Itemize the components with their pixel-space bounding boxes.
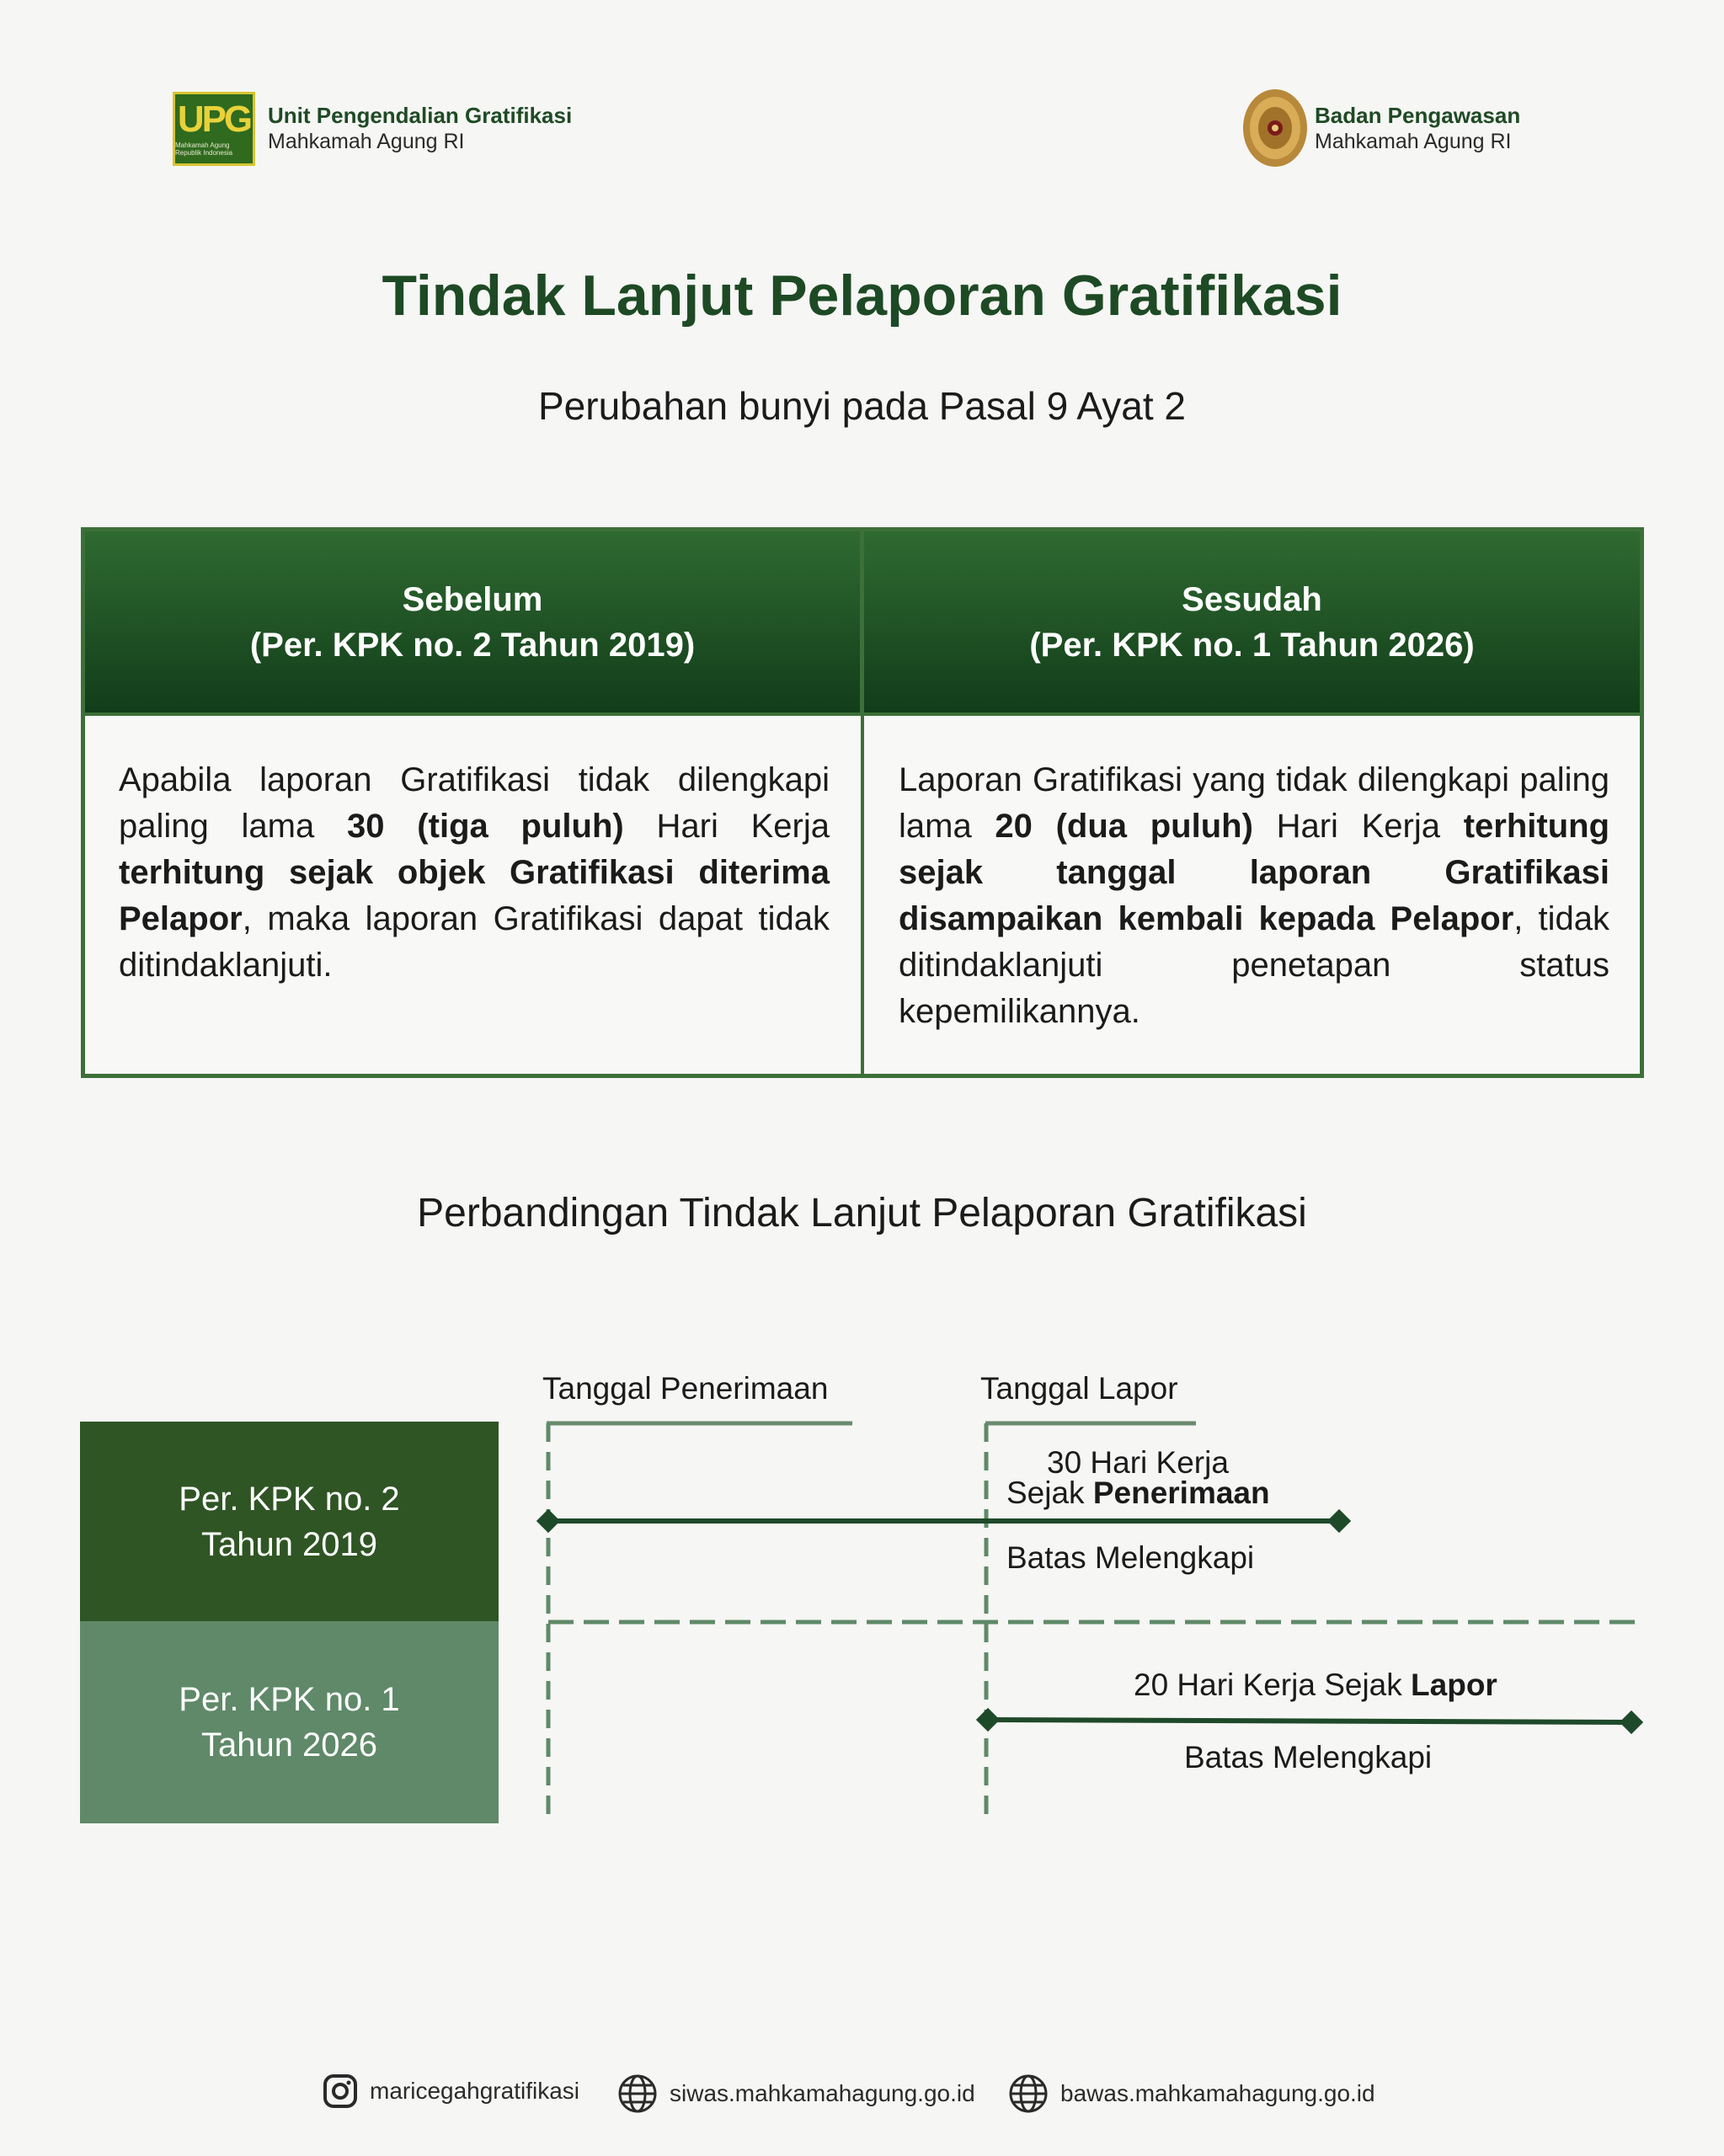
footer-site1[interactable]	[617, 2073, 975, 2114]
after-text-3: , tidak ditindaklanjuti penetapan status kepemilikannya.	[899, 900, 1610, 1030]
site1-url: siwas.mahkamahagung.go.id	[670, 2080, 975, 2106]
site2-url: bawas.mahkamahagung.go.id	[1060, 2080, 1375, 2106]
after-text-bold-2: terhitung sejak tanggal laporan Gratifikasi disampaikan kembali kepada Pelapor	[899, 808, 1610, 937]
before-text-1: Apabila laporan Gratifikasi tidak dilengkapi paling lama	[119, 761, 830, 845]
row-2019-start-marker	[536, 1509, 560, 1533]
after-header-title: Sesudah	[1182, 580, 1322, 618]
page-subtitle: Perubahan bunyi pada Pasal 9 Ayat 2	[538, 384, 1186, 428]
before-text-2: Hari Kerja	[623, 808, 830, 845]
before-text-3: , maka laporan Gratifikasi dapat tidak ditindaklanjuti.	[119, 900, 830, 984]
row-2019-note-bold: Penerimaan	[1092, 1476, 1270, 1510]
globe-icon	[617, 2073, 658, 2114]
col-report-label: Tanggal Lapor	[980, 1371, 1178, 1406]
row-2026-limit: Batas Melengkapi	[1184, 1740, 1433, 1774]
after-text-bold-1: 20 (dua puluh)	[995, 808, 1253, 845]
footer-instagram[interactable]	[323, 2073, 579, 2109]
row-2019-note-line2	[1006, 1476, 1270, 1511]
before-header-regulation: (Per. KPK no. 2 Tahun 2019)	[249, 626, 696, 664]
row-2026-span	[988, 1720, 1631, 1722]
row-2026-note-bold: Lapor	[1411, 1668, 1497, 1702]
before-text-bold-2: terhitung sejak objek Gratifikasi diterima Pelapor	[119, 854, 830, 937]
comparison-title: Perbandingan Tindak Lanjut Pelaporan Gratifikasi	[417, 1191, 1307, 1235]
col-receive-label: Tanggal Penerimaan	[542, 1371, 829, 1406]
row-2026-label-line1: Per. KPK no. 1	[179, 1681, 400, 1718]
row-2026-note-prefix: 20 Hari Kerja Sejak	[1134, 1668, 1412, 1702]
before-text-bold-1: 30 (tiga puluh)	[347, 808, 624, 845]
row-2026-end-marker	[1620, 1710, 1643, 1734]
row-2026-start-marker	[976, 1708, 1000, 1732]
row-2026-note	[1134, 1668, 1497, 1703]
after-text-2: Hari Kerja	[1252, 808, 1464, 845]
row-2019-label-line1: Per. KPK no. 2	[179, 1480, 400, 1518]
instagram-icon	[323, 2073, 358, 2109]
after-header-regulation: (Per. KPK no. 1 Tahun 2026)	[1029, 626, 1475, 664]
left-org-sub: Mahkamah Agung RI	[268, 130, 465, 154]
upg-logo-caption: Mahkamah Agung Republik Indonesia	[175, 141, 233, 157]
row-2019-note-line1: 30 Hari Kerja	[1047, 1445, 1229, 1480]
globe-icon	[1008, 2073, 1049, 2114]
footer-site2[interactable]	[1008, 2073, 1375, 2114]
row-2019-label-line2: Tahun 2019	[200, 1525, 378, 1563]
row-2019-limit: Batas Melengkapi	[1006, 1540, 1255, 1575]
after-text-1: Laporan Gratifikasi yang tidak dilengkapi paling lama	[899, 761, 1609, 845]
row-2019-end-marker	[1327, 1509, 1351, 1533]
left-org-name: Unit Pengendalian Gratifikasi	[268, 103, 573, 128]
upg-logo-mark: UPG	[177, 99, 251, 140]
instagram-handle: maricegahgratifikasi	[370, 2078, 579, 2104]
before-header-title: Sebelum	[402, 580, 543, 618]
row-2026-label-line2: Tahun 2026	[200, 1726, 378, 1764]
right-org-sub: Mahkamah Agung RI	[1315, 130, 1512, 154]
page-title: Tindak Lanjut Pelaporan Gratifikasi	[382, 264, 1342, 328]
right-org-name: Badan Pengawasan	[1315, 103, 1521, 128]
row-2019-note-prefix: Sejak	[1006, 1476, 1093, 1510]
